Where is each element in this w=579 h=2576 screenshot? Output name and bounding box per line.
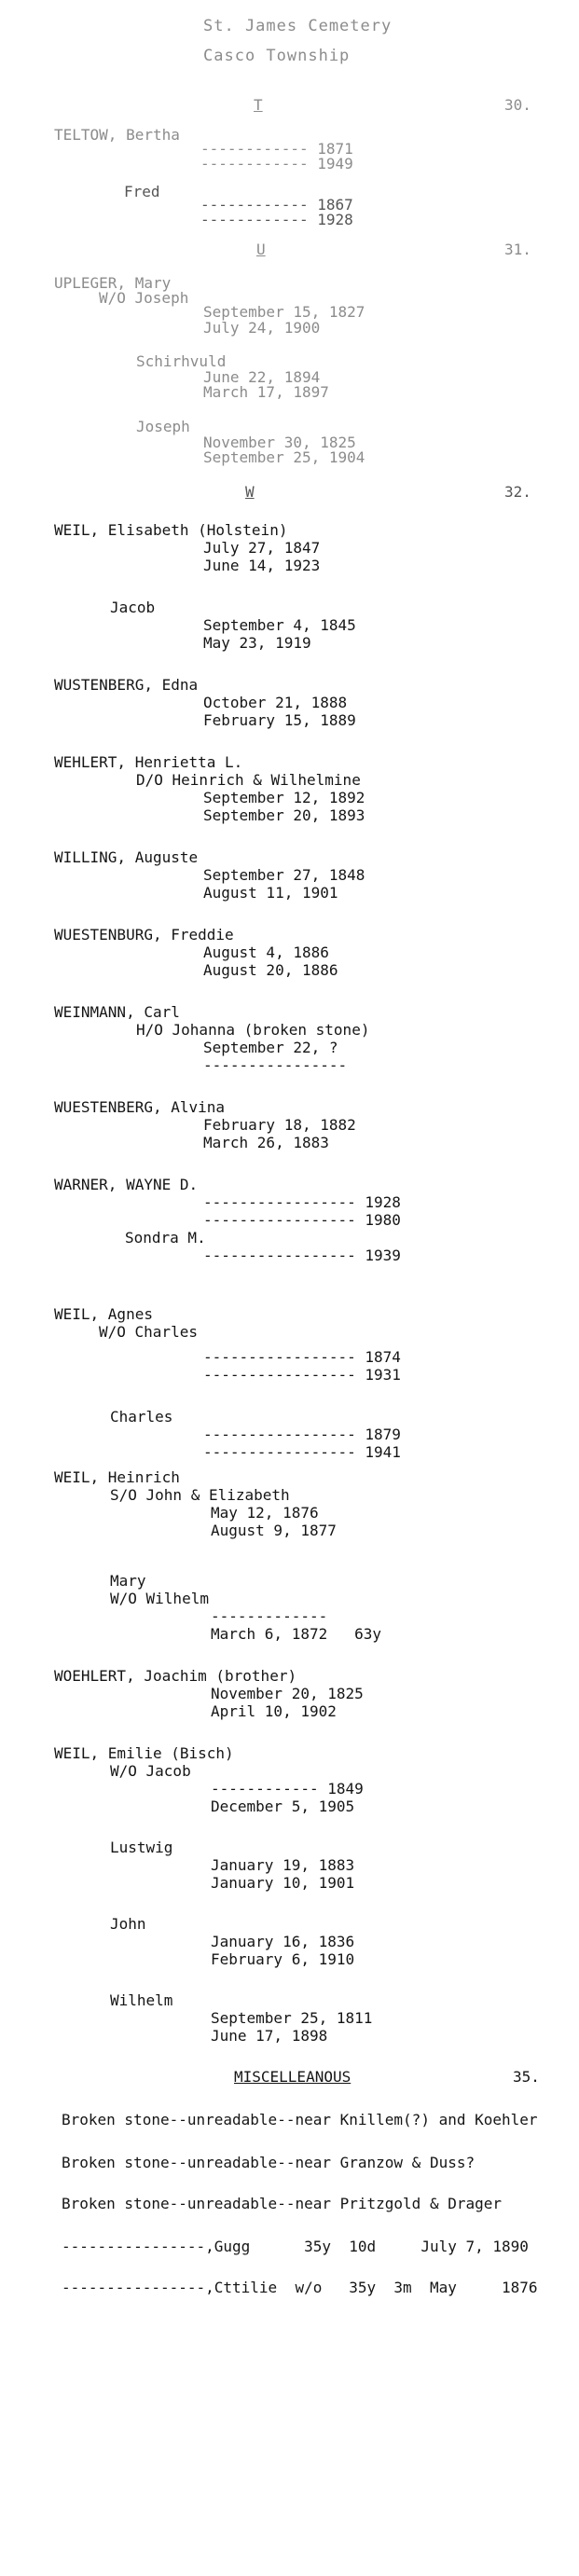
- record-line: ----------------- 1928: [203, 1193, 401, 1211]
- record-line: Broken stone--unreadable--near Granzow & Duss?: [62, 2154, 476, 2171]
- record-line: D/O Heinrich & Wilhelmine: [136, 771, 361, 789]
- record-line: Sondra M.: [125, 1229, 206, 1247]
- record-line: August 20, 1886: [203, 961, 338, 979]
- record-line: June 22, 1894: [203, 368, 321, 386]
- record-line: September 15, 1827: [203, 303, 365, 321]
- record-line: ----------------: [203, 1056, 348, 1074]
- record-line: June 17, 1898: [211, 2027, 328, 2045]
- record-line: S/O John & Elizabeth: [110, 1486, 290, 1504]
- record-line: ----------------- 1931: [203, 1366, 401, 1384]
- record-line: Lustwig: [110, 1839, 173, 1856]
- record-line: Broken stone--unreadable--near Knillem(?) and Koehler: [62, 2111, 538, 2128]
- record-line: ------------ 1849: [211, 1780, 364, 1798]
- record-line: Charles: [110, 1408, 173, 1426]
- record-line: November 30, 1825: [203, 434, 356, 451]
- section-letter-u: U: [256, 241, 266, 258]
- record-line: WUESTENBURG, Freddie: [54, 926, 234, 944]
- record-line: January 19, 1883: [211, 1856, 355, 1874]
- page-number-35: 35.: [513, 2068, 540, 2086]
- record-line: July 27, 1847: [203, 539, 321, 557]
- record-line: March 6, 1872 63y: [211, 1625, 382, 1643]
- record-line: July 24, 1900: [203, 319, 321, 337]
- record-line: WUESTENBERG, Alvina: [54, 1098, 226, 1116]
- record-line: April 10, 1902: [211, 1702, 337, 1720]
- record-line: WEIL, Elisabeth (Holstein): [54, 521, 288, 539]
- record-line: ----------------- 1980: [203, 1211, 401, 1229]
- record-line: May 12, 1876: [211, 1504, 319, 1522]
- record-line: September 12, 1892: [203, 789, 365, 806]
- section-letter-w: W: [245, 483, 255, 501]
- record-line: August 9, 1877: [211, 1522, 337, 1539]
- record-line: June 14, 1923: [203, 557, 321, 574]
- record-line: February 15, 1889: [203, 711, 356, 729]
- record-line: September 4, 1845: [203, 616, 356, 634]
- record-line: W/O Joseph: [99, 289, 189, 307]
- record-line: John: [110, 1915, 146, 1933]
- record-line: WEIL, Emilie (Bisch): [54, 1744, 234, 1762]
- record-line: August 11, 1901: [203, 884, 338, 902]
- record-line: Fred: [124, 183, 160, 200]
- record-line: ----------------- 1939: [203, 1247, 401, 1264]
- record-line: Jacob: [110, 599, 156, 616]
- record-line: January 16, 1836: [211, 1933, 355, 1950]
- record-line: August 4, 1886: [203, 944, 329, 961]
- township-subtitle: Casco Township: [203, 47, 351, 65]
- record-line: November 20, 1825: [211, 1685, 364, 1702]
- record-line: ------------ 1867: [200, 196, 353, 214]
- page-number-32: 32.: [504, 483, 531, 501]
- record-line: WUSTENBERG, Edna: [54, 676, 199, 694]
- record-line: Schirhvuld: [136, 352, 227, 370]
- page-number-31: 31.: [504, 241, 531, 258]
- record-line: WEIL, Agnes: [54, 1305, 153, 1323]
- record-line: W/O Jacob: [110, 1762, 191, 1780]
- page-number-30: 30.: [504, 96, 531, 114]
- record-line: September 25, 1904: [203, 448, 365, 466]
- record-line: ----------------- 1941: [203, 1443, 401, 1461]
- record-line: ------------ 1928: [200, 211, 353, 228]
- record-line: ------------ 1949: [200, 155, 353, 172]
- record-line: September 25, 1811: [211, 2009, 373, 2027]
- cemetery-title: St. James Cemetery: [203, 17, 393, 35]
- record-line: December 5, 1905: [211, 1798, 355, 1815]
- record-line: W/O Wilhelm: [110, 1590, 209, 1607]
- section-letter-t: T: [254, 96, 263, 114]
- record-line: ----------------,Cttilie w/o 35y 3m May 1876: [62, 2279, 538, 2296]
- record-line: ----------------- 1879: [203, 1426, 401, 1443]
- record-line: March 26, 1883: [203, 1134, 329, 1151]
- record-line: W/O Charles: [99, 1323, 198, 1341]
- record-line: Wilhelm: [110, 1991, 173, 2009]
- record-line: WILLING, Auguste: [54, 848, 199, 866]
- record-line: ----------------- 1874: [203, 1348, 401, 1366]
- record-line: February 18, 1882: [203, 1116, 356, 1134]
- record-line: WEHLERT, Henrietta L.: [54, 753, 243, 771]
- record-line: -------------: [211, 1607, 328, 1625]
- record-line: WEINMANN, Carl: [54, 1003, 180, 1021]
- record-line: March 17, 1897: [203, 383, 329, 401]
- record-line: ----------------,Gugg 35y 10d July 7, 1890: [62, 2238, 529, 2255]
- record-line: September 27, 1848: [203, 866, 365, 884]
- record-line: Joseph: [136, 418, 190, 435]
- section-miscellaneous: MISCELLEANOUS: [234, 2068, 352, 2086]
- record-line: May 23, 1919: [203, 634, 311, 652]
- record-line: September 20, 1893: [203, 806, 365, 824]
- record-line: October 21, 1888: [203, 694, 348, 711]
- record-line: January 10, 1901: [211, 1874, 355, 1892]
- record-line: September 22, ?: [203, 1039, 338, 1056]
- record-line: WOEHLERT, Joachim (brother): [54, 1667, 297, 1685]
- record-line: February 6, 1910: [211, 1950, 355, 1968]
- record-line: WARNER, WAYNE D.: [54, 1176, 199, 1193]
- record-line: TELTOW, Bertha: [54, 126, 180, 144]
- record-line: Broken stone--unreadable--near Pritzgold & Drager: [62, 2195, 503, 2212]
- record-line: WEIL, Heinrich: [54, 1468, 180, 1486]
- record-line: H/O Johanna (broken stone): [136, 1021, 370, 1039]
- record-line: UPLEGER, Mary: [54, 274, 172, 292]
- record-line: Mary: [110, 1572, 146, 1590]
- record-line: ------------ 1871: [200, 140, 353, 158]
